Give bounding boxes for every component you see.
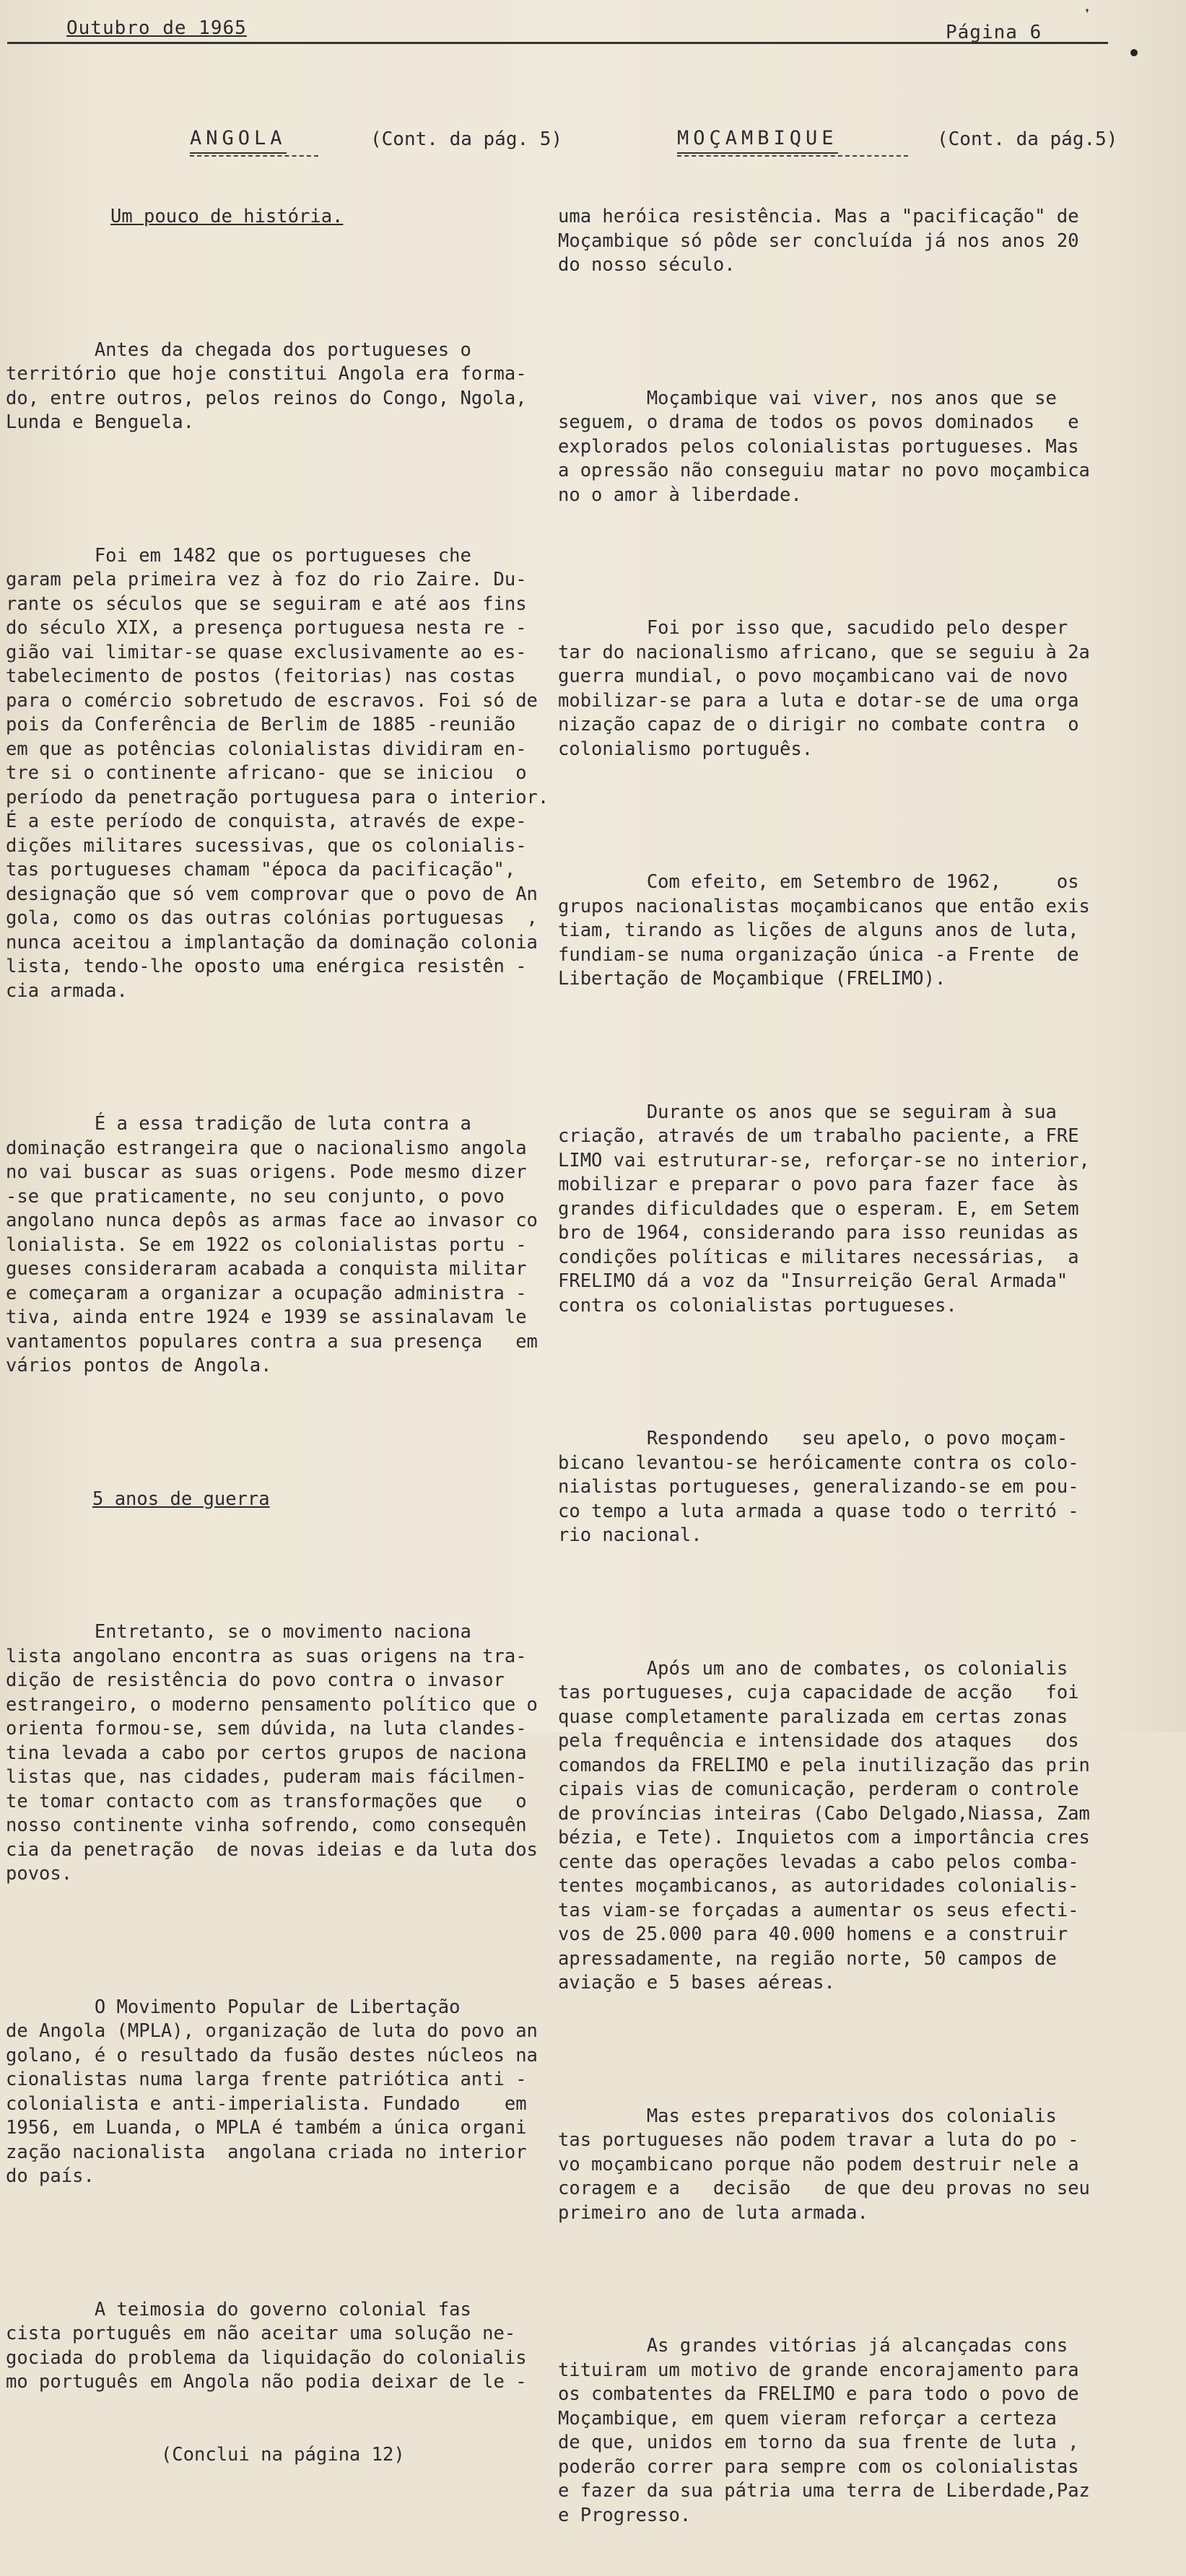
mozambique-paragraph-8 — [558, 2105, 1128, 2226]
spacer — [558, 556, 1128, 568]
text-line: mo português em Angola não podia deixar de le - — [6, 2371, 527, 2393]
spacer — [558, 1366, 1128, 1379]
angola-paragraph-2 — [6, 544, 551, 1004]
text-line: vo moçambicano porque não podem destruir nele a — [558, 2153, 1079, 2175]
text-line: do, entre outros, pelos reinos do Congo, Ngola, — [6, 387, 527, 409]
text-line: É a essa tradição de luta contra a — [6, 1113, 471, 1135]
text-line: povos. — [6, 1863, 73, 1885]
spacer — [558, 2044, 1128, 2056]
text-line: designação que só vem comprovar que o povo de An — [6, 883, 538, 905]
text-line: mobilizar-se para a luta e dotar-se de uma orga — [558, 689, 1079, 712]
spacer — [6, 2237, 551, 2250]
text-line: fundiam-se numa organização única -a Frente de — [558, 943, 1079, 966]
text-line: grandes dificuldades que o esperam. E, em Setem — [558, 1197, 1079, 1220]
text-line: do século XIX, a presença portuguesa nesta re - — [6, 617, 527, 639]
text-line: Moçambique só pôde ser concluída já nos anos 20 — [558, 230, 1079, 252]
angola-continuation: (Cont. da pág. 5) — [370, 128, 563, 150]
text-line: vários pontos de Angola. — [6, 1355, 272, 1376]
spacer — [6, 1052, 551, 1064]
mozambique-paragraph-7 — [558, 1657, 1128, 1996]
text-line: Libertação de Moçambique (FRELIMO). — [558, 968, 946, 990]
text-line: poderão correr para sempre com os colonialistas — [558, 2455, 1079, 2478]
mozambique-paragraph-9 — [558, 2334, 1128, 2528]
spacer — [6, 278, 551, 290]
text-line: dição de resistência do povo contra o invasor — [6, 1669, 505, 1691]
text-line: tas viam-se forçadas a aumentar os seus efecti- — [558, 1899, 1079, 1921]
text-line: coragem e a decisão de que deu provas no seu — [558, 2178, 1090, 2199]
page-number: Página 6 — [946, 22, 1042, 43]
text-line: de províncias inteiras (Cabo Delgado,Niassa, Zam — [558, 1802, 1090, 1825]
text-line: seguem, o drama de todos os povos dominados e — [558, 411, 1079, 433]
text-line: período da penetração portuguesa para o interior. — [6, 786, 549, 808]
text-line: tituiram um motivo de grande encorajamento para — [558, 2359, 1079, 2381]
angola-title-row — [6, 126, 563, 157]
ink-dot — [1130, 49, 1138, 56]
mozambique-paragraph-1 — [558, 205, 1128, 278]
text-line: As grandes vitórias já alcançadas cons — [558, 2335, 1068, 2357]
text-line: lista angolano encontra as suas origens na tra- — [6, 1645, 527, 1667]
text-line: vos de 25.000 para 40.000 homens e a construir — [558, 1924, 1068, 1945]
text-line: Após um ano de combates, os colonialis — [558, 1657, 1068, 1680]
spacer — [558, 2274, 1128, 2286]
header-rule — [7, 42, 1108, 44]
spacer — [558, 326, 1128, 339]
text-line: tiva, ainda entre 1924 e 1939 se assinalavam le — [6, 1306, 527, 1328]
text-line: e Progresso. — [558, 2504, 692, 2526]
angola-column — [6, 78, 563, 2515]
issue-date: Outubro de 1965 — [66, 17, 247, 39]
text-line: tas portugueses, cuja capacidade de acção foi — [558, 1682, 1079, 1703]
spacer — [6, 1427, 551, 1439]
text-line: cista português em não aceitar uma solução ne- — [6, 2323, 516, 2344]
text-line: pois da Conferência de Berlim de 1885 -reunião — [6, 714, 516, 735]
mozambique-paragraph-2 — [558, 387, 1128, 508]
text-line: bicano levantou-se heróicamente contra os colo- — [558, 1451, 1079, 1474]
text-line: aviação e 5 bases aéreas. — [558, 1972, 835, 1994]
text-line: condições políticas e militares necessárias, a — [558, 1246, 1079, 1268]
text-line: bézia, e Tete). Inquietos com a importância cres — [558, 1827, 1090, 1848]
text-line: gola, como os das outras colónias portuguesas , — [6, 907, 538, 929]
text-line: É a este período de conquista, através de expe- — [6, 811, 527, 832]
text-line: do país. — [6, 2165, 95, 2187]
text-line: nização capaz de o dirigir no combate contra o — [558, 714, 1079, 735]
text-line: e começaram a organizar a ocupação administra - — [6, 1282, 527, 1304]
text-line: tas portugueses não podem travar a luta do po - — [558, 2129, 1079, 2151]
text-line: de que, unidos em torno da sua frente de luta , — [558, 2432, 1079, 2453]
text-line: Antes da chegada dos portugueses o — [6, 339, 471, 361]
text-line: garam pela primeira vez à foz do rio Zaire. Du- — [6, 569, 527, 590]
mozambique-continuation: (Cont. da pág.5) — [937, 128, 1118, 150]
text-line: comandos da FRELIMO e pela inutilização das prin — [558, 1754, 1090, 1776]
text-line: tina levada a cabo por certos grupos de naciona — [6, 1742, 527, 1764]
text-line: no o amor à liberdade. — [558, 484, 802, 506]
mozambique-paragraph-6 — [558, 1427, 1128, 1548]
text-line: lista, tendo-lhe oposto uma enérgica resistên - — [6, 956, 527, 977]
text-line: cipais vias de comunicação, perderam o controle — [558, 1778, 1079, 1800]
mozambique-title: MOÇAMBIQUE — [677, 126, 838, 154]
text-line: mobilizar e preparar o povo para fazer face às — [558, 1174, 1079, 1195]
text-line: estrangeiro, o moderno pensamento político que o — [6, 1693, 538, 1716]
text-line: criação, através de um trabalho paciente, a FRE — [558, 1125, 1079, 1147]
spacer — [6, 484, 551, 496]
text-line: primeiro ano de luta armada. — [558, 2201, 868, 2224]
text-line: A teimosia do governo colonial fas — [6, 2298, 471, 2320]
corner-mark: ❜ — [1083, 6, 1092, 23]
mozambique-title-underline — [677, 155, 908, 157]
text-line: uma heróica resistência. Mas a "pacificação" de — [558, 206, 1079, 227]
text-line: tiam, tirando as lições de alguns anos de luta, — [558, 920, 1079, 941]
text-line: em que as potências colonialistas dividiram en- — [6, 738, 527, 760]
text-line: tentes moçambicanos, as autoridades colonialis- — [558, 1875, 1079, 1897]
text-line: cia da penetração de novas ideias e da luta dos — [6, 1838, 538, 1861]
text-line: tar do nacionalismo africano, que se seguiu à 2a — [558, 641, 1090, 663]
text-line: guerra mundial, o povo moçambicano vai de novo — [558, 665, 1068, 687]
text-line: rio nacional. — [558, 1524, 702, 1546]
text-line: explorados pelos colonialistas portugueses. Mas — [558, 435, 1079, 458]
spacer — [558, 810, 1128, 822]
mozambique-paragraph-3 — [558, 616, 1128, 761]
mozambique-paragraph-5 — [558, 1101, 1128, 1319]
text-line: bro de 1964, considerando para isso reunidas as — [558, 1222, 1079, 1244]
angola-subheading-war: 5 anos de guerra — [92, 1488, 270, 1510]
text-line: grupos nacionalistas moçambicanos que então exis — [558, 895, 1090, 917]
text-line: colonialista e anti-imperialista. Fundado em — [6, 2092, 527, 2115]
spacer — [558, 1040, 1128, 1052]
text-line: 1956, em Luanda, o MPLA é também a única organi — [6, 2117, 527, 2139]
text-line: zação nacionalista angolana criada no interior — [6, 2141, 527, 2163]
text-line: golano, é o resultado da fusão destes núcleos na — [6, 2044, 538, 2066]
text-line: cia armada. — [6, 979, 128, 1002]
text-line: Entretanto, se o movimento naciona — [6, 1621, 471, 1643]
text-line: FRELIMO dá a voz da "Insurreição Geral Armada" — [558, 1270, 1068, 1292]
text-line: angolano nunca depôs as armas face ao invasor co — [6, 1210, 538, 1231]
text-line: Moçambique, em quem vieram reforçar a certeza — [558, 2407, 1057, 2429]
angola-paragraph-4 — [6, 1620, 551, 1887]
text-line: Foi por isso que, sacudido pelo desper — [558, 617, 1068, 639]
text-line: Mas estes preparativos dos colonialis — [558, 2105, 1057, 2127]
text-line: Foi em 1482 que os portugueses che — [6, 544, 471, 567]
text-line: dições militares sucessivas, que os colonialis- — [6, 834, 527, 857]
angola-subheading-history: Um pouco de história. — [110, 206, 344, 227]
text-line: no vai buscar as suas origens. Pode mesmo dizer — [6, 1161, 527, 1183]
spacer — [558, 1597, 1128, 1609]
text-line: te tomar contacto com as transformações que o — [6, 1790, 527, 1812]
text-line: gião vai limitar-se quase exclusivamente ao es- — [6, 641, 527, 663]
text-line: e fazer da sua pátria uma terra de Liberdade,Paz — [558, 2480, 1090, 2502]
text-line: nosso continente vinha sofrendo, como consequên — [6, 1815, 527, 1836]
text-line: apressadamente, na região norte, 50 campos de — [558, 1947, 1057, 1970]
text-line: contra os colonialistas portugueses. — [558, 1294, 957, 1317]
text-line: Com efeito, em Setembro de 1962, os — [558, 871, 1079, 893]
mozambique-title-row — [558, 126, 1128, 157]
text-line: dominação estrangeira que o nacionalismo angola — [6, 1137, 527, 1159]
spacer — [6, 1935, 551, 1947]
text-line: tabelecimento de postos (feitorias) nas costas — [6, 665, 516, 687]
text-line: nunca aceitou a implantação da dominação colonia — [6, 931, 538, 953]
text-line: lonialista. Se em 1922 os colonialistas portu - — [6, 1234, 527, 1256]
text-line: cionalistas numa larga frente patriótica anti - — [6, 2069, 527, 2090]
text-line: cente das operações levadas a cabo pelos comba- — [558, 1851, 1079, 1873]
text-line: território que hoje constitui Angola era forma- — [6, 363, 527, 385]
text-line: de Angola (MPLA), organização de luta do povo an — [6, 2020, 538, 2042]
text-line: tre si o continente africano- que se iniciou o — [6, 762, 527, 784]
angola-paragraph-1 — [6, 339, 551, 435]
angola-title-underline — [190, 155, 318, 157]
text-line: a opressão não conseguiu matar no povo moçambica — [558, 460, 1090, 481]
text-line: co tempo a luta armada a quase todo o territó - — [558, 1500, 1079, 1522]
text-line: rante os séculos que se seguiram e até aos fins — [6, 593, 527, 615]
angola-title: ANGOLA — [190, 126, 287, 154]
text-line: vantamentos populares contra a sua presença em — [6, 1330, 538, 1353]
text-line: listas que, nas cidades, puderam mais fácilmen- — [6, 1766, 527, 1788]
text-line: quase completamente paralizada em certas zonas — [558, 1706, 1068, 1728]
angola-paragraph-3 — [6, 1112, 551, 1379]
text-line: O Movimento Popular de Libertação — [6, 1996, 461, 2018]
mozambique-paragraph-4 — [558, 870, 1128, 992]
angola-paragraph-5 — [6, 1996, 551, 2189]
mozambique-column — [558, 78, 1128, 2576]
spacer — [6, 1560, 551, 1572]
angola-continued-note: (Conclui na página 12) — [6, 2443, 405, 2466]
text-line: nialistas portugueses, generalizando-se em pou- — [558, 1476, 1079, 1498]
text-line: Moçambique vai viver, nos anos que se — [558, 387, 1057, 409]
text-line: os combatentes da FRELIMO e para todo o povo de — [558, 2383, 1079, 2405]
text-line: do nosso século. — [558, 254, 736, 276]
angola-paragraph-6 — [6, 2298, 551, 2395]
text-line: orienta formou-se, sem dúvida, na luta clandes- — [6, 1718, 527, 1739]
text-line: pela frequência e intensidade dos ataques dos — [558, 1730, 1079, 1752]
text-line: Respondendo seu apelo, o povo moçam- — [558, 1428, 1068, 1449]
text-line: Lunda e Benguela. — [6, 411, 194, 433]
text-line: gueses consideraram acabada a conquista militar — [6, 1258, 527, 1280]
text-line: para o comércio sobretudo de escravos. Foi só de — [6, 689, 538, 712]
text-line: -se que praticamente, no seu conjunto, o povo — [6, 1185, 505, 1208]
text-line: Durante os anos que se seguiram à sua — [558, 1101, 1057, 1123]
text-line: tas portugueses chamam "época da pacificação", — [6, 859, 516, 881]
text-line: LIMO vai estruturar-se, reforçar-se no interior, — [558, 1149, 1090, 1171]
text-line: gociada do problema da liquidação do colonialis — [6, 2346, 527, 2369]
text-line: colonialismo português. — [558, 738, 814, 760]
